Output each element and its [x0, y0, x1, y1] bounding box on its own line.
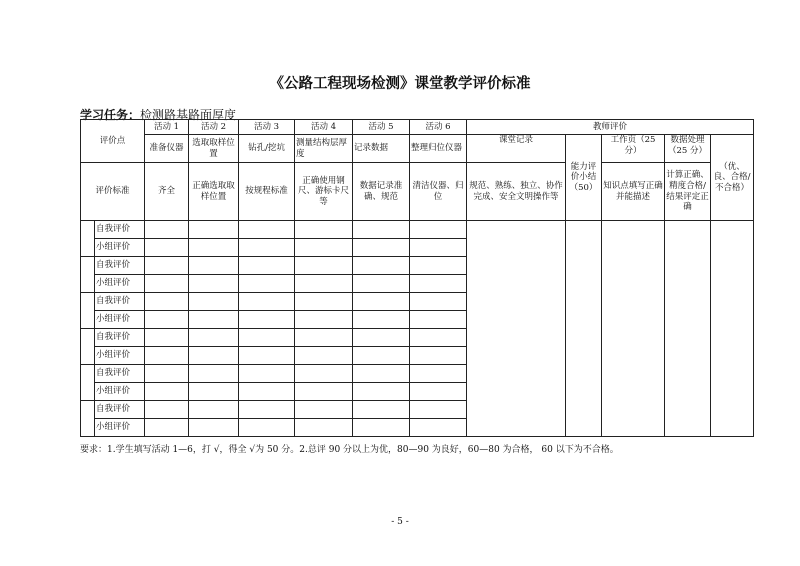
criteria-5: 数据记录准确、规范 [353, 163, 410, 221]
student-cell[interactable] [81, 257, 95, 293]
score-cell[interactable] [353, 239, 410, 257]
task-value: 检测路基路面厚度 [140, 108, 237, 122]
activity-6: 活动 6 [410, 120, 467, 135]
eval-point-2: 选取取样位置 [189, 135, 239, 163]
score-cell[interactable] [145, 383, 189, 401]
score-cell[interactable] [353, 311, 410, 329]
data-processing-header: 数据处理（25 分） [665, 135, 711, 163]
criteria-1: 齐全 [145, 163, 189, 221]
score-cell[interactable] [239, 275, 295, 293]
score-cell[interactable] [239, 383, 295, 401]
score-cell[interactable] [239, 347, 295, 365]
group-eval-label: 小组评价 [95, 311, 145, 329]
score-cell[interactable] [239, 257, 295, 275]
group-eval-label: 小组评价 [95, 419, 145, 437]
group-eval-label: 小组评价 [95, 239, 145, 257]
score-cell[interactable] [295, 401, 353, 419]
self-eval-label: 自我评价 [95, 221, 145, 239]
score-cell[interactable] [189, 239, 239, 257]
score-cell[interactable] [410, 275, 467, 293]
requirements-note: 要求：1.学生填写活动 1—6，打 √，得全 √为 50 分。2.总评 90 分以上为优，80—90 为良好，60—80 为合格， 60 以下为不合格。 [80, 445, 619, 455]
score-cell[interactable] [145, 365, 189, 383]
data-cell[interactable] [665, 221, 711, 437]
score-cell[interactable] [410, 329, 467, 347]
group-eval-label: 小组评价 [95, 275, 145, 293]
criteria-label: 评价标准 [81, 163, 145, 221]
score-cell[interactable] [239, 365, 295, 383]
grade-header: （优、良、合格/不合格） [711, 135, 754, 221]
page-number: - 5 - [391, 517, 409, 527]
score-cell[interactable] [295, 257, 353, 275]
student-cell[interactable] [81, 401, 95, 437]
score-cell[interactable] [189, 293, 239, 311]
score-cell[interactable] [295, 419, 353, 437]
worksheet-header: 工作页（25 分） [602, 135, 665, 163]
score-cell[interactable] [145, 347, 189, 365]
class-record-cell[interactable] [467, 221, 566, 437]
data-processing-desc: 计算正确、精度合格/结果评定正确 [665, 163, 711, 221]
score-cell[interactable] [145, 419, 189, 437]
score-cell[interactable] [295, 311, 353, 329]
score-cell[interactable] [410, 401, 467, 419]
score-cell[interactable] [239, 311, 295, 329]
score-cell[interactable] [239, 401, 295, 419]
eval-point-5: 记录数据 [353, 135, 410, 163]
score-cell[interactable] [295, 275, 353, 293]
score-cell[interactable] [239, 239, 295, 257]
class-record-header: 课堂记录 [467, 135, 566, 163]
worksheet-desc: 知识点填写正确并能描述 [602, 163, 665, 221]
score-cell[interactable] [353, 329, 410, 347]
criteria-6: 清洁仪器、归位 [410, 163, 467, 221]
score-cell[interactable] [410, 239, 467, 257]
worksheet-cell[interactable] [602, 221, 665, 437]
activity-5: 活动 5 [353, 120, 410, 135]
eval-point-label: 评价点 [81, 120, 145, 163]
score-cell[interactable] [145, 257, 189, 275]
score-cell[interactable] [189, 383, 239, 401]
student-cell[interactable] [81, 293, 95, 329]
score-cell[interactable] [295, 293, 353, 311]
score-cell[interactable] [239, 221, 295, 239]
score-cell[interactable] [295, 383, 353, 401]
score-cell[interactable] [295, 347, 353, 365]
eval-point-4: 测量结构层厚度 [295, 135, 353, 163]
score-cell[interactable] [410, 221, 467, 239]
score-cell[interactable] [145, 239, 189, 257]
score-cell[interactable] [145, 275, 189, 293]
score-cell[interactable] [239, 293, 295, 311]
self-eval-label: 自我评价 [95, 329, 145, 347]
evaluation-table [80, 119, 754, 437]
score-cell[interactable] [353, 419, 410, 437]
score-cell[interactable] [353, 221, 410, 239]
activity-2: 活动 2 [189, 120, 239, 135]
score-cell[interactable] [410, 311, 467, 329]
score-cell[interactable] [353, 275, 410, 293]
score-cell[interactable] [189, 329, 239, 347]
score-cell[interactable] [145, 311, 189, 329]
score-cell[interactable] [189, 347, 239, 365]
score-cell[interactable] [295, 221, 353, 239]
score-cell[interactable] [353, 401, 410, 419]
score-cell[interactable] [189, 257, 239, 275]
student-cell[interactable] [81, 221, 95, 257]
score-cell[interactable] [353, 293, 410, 311]
student-cell[interactable] [81, 329, 95, 365]
score-cell[interactable] [410, 365, 467, 383]
score-cell[interactable] [410, 257, 467, 275]
teacher-eval-header: 教师评价 [467, 120, 754, 135]
score-cell[interactable] [189, 275, 239, 293]
ability-cell[interactable] [566, 221, 602, 437]
score-cell[interactable] [410, 383, 467, 401]
score-cell[interactable] [189, 365, 239, 383]
score-cell[interactable] [145, 293, 189, 311]
self-eval-label: 自我评价 [95, 293, 145, 311]
self-eval-label: 自我评价 [95, 257, 145, 275]
score-cell[interactable] [295, 365, 353, 383]
score-cell[interactable] [353, 365, 410, 383]
criteria-3: 按规程标准 [239, 163, 295, 221]
activity-1: 活动 1 [145, 120, 189, 135]
score-cell[interactable] [295, 239, 353, 257]
self-eval-label: 自我评价 [95, 401, 145, 419]
class-record-desc: 规范、熟练、独立、协作完成、安全文明操作等 [467, 163, 566, 221]
score-cell[interactable] [353, 347, 410, 365]
score-cell[interactable] [239, 329, 295, 347]
eval-point-6: 整理归位仪器 [410, 135, 467, 163]
criteria-4: 正确使用钢尺、游标卡尺等 [295, 163, 353, 221]
score-cell[interactable] [145, 329, 189, 347]
score-cell[interactable] [295, 329, 353, 347]
score-cell[interactable] [189, 419, 239, 437]
task-label: 学习任务： [80, 108, 141, 122]
score-cell[interactable] [353, 257, 410, 275]
score-cell[interactable] [145, 401, 189, 419]
activity-4: 活动 4 [295, 120, 353, 135]
score-cell[interactable] [189, 221, 239, 239]
criteria-2: 正确选取取样位置 [189, 163, 239, 221]
group-eval-label: 小组评价 [95, 347, 145, 365]
activity-3: 活动 3 [239, 120, 295, 135]
student-cell[interactable] [81, 365, 95, 401]
group-eval-label: 小组评价 [95, 383, 145, 401]
self-eval-label: 自我评价 [95, 365, 145, 383]
score-cell[interactable] [189, 311, 239, 329]
score-cell[interactable] [239, 419, 295, 437]
eval-point-1: 准备仪器 [145, 135, 189, 163]
score-cell[interactable] [189, 401, 239, 419]
page-title: 《公路工程现场检测》课堂教学评价标准 [269, 76, 531, 92]
grade-cell[interactable] [711, 221, 754, 437]
score-cell[interactable] [410, 419, 467, 437]
score-cell[interactable] [410, 293, 467, 311]
score-cell[interactable] [353, 383, 410, 401]
ability-summary-header: 能力评价小结（50） [566, 135, 602, 221]
score-cell[interactable] [145, 221, 189, 239]
score-cell[interactable] [410, 347, 467, 365]
eval-point-3: 钻孔/挖坑 [239, 135, 295, 163]
